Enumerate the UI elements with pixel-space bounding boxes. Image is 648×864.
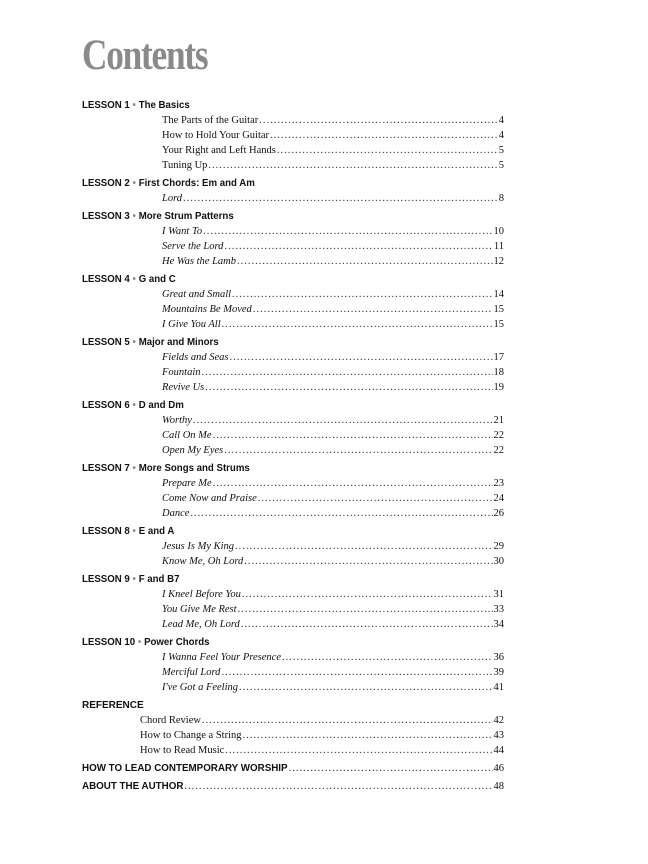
page-number: 15 — [493, 319, 504, 330]
bullet-icon: • — [132, 462, 136, 474]
entry-title: Fields and Seas — [162, 352, 229, 363]
page-number: 11 — [493, 241, 504, 252]
toc-entry[interactable] — [162, 617, 504, 632]
entry-title: How to Hold Your Guitar — [162, 130, 270, 141]
page-number: 48 — [493, 781, 504, 792]
toc-entry[interactable] — [162, 143, 504, 158]
bullet-icon: • — [132, 99, 136, 111]
lesson-number: LESSON 2 — [82, 177, 130, 189]
entry-title: Lord — [162, 193, 183, 204]
lesson-name: E and A — [138, 525, 175, 537]
dot-leader — [225, 743, 492, 758]
toc-entry[interactable] — [162, 650, 504, 665]
dot-leader — [239, 680, 492, 695]
page-number: 10 — [493, 226, 504, 237]
entry-title: Your Right and Left Hands — [162, 145, 276, 156]
page-number: 36 — [493, 652, 504, 663]
page-number: 46 — [493, 763, 504, 774]
bullet-icon: • — [132, 525, 136, 537]
toc-entry[interactable] — [162, 443, 504, 458]
toc-entry[interactable] — [162, 539, 504, 554]
dot-leader — [244, 554, 492, 569]
toc-entry[interactable] — [140, 728, 504, 743]
lesson-heading — [82, 176, 470, 191]
bullet-icon: • — [132, 336, 136, 348]
dot-leader — [235, 539, 492, 554]
lesson-number: LESSON 1 — [82, 99, 130, 111]
bullet-icon: • — [132, 399, 136, 411]
entry-title: I Give You All — [162, 319, 221, 330]
dot-leader — [230, 350, 493, 365]
page-number: 12 — [493, 256, 504, 267]
dot-leader — [241, 617, 493, 632]
toc-entry[interactable] — [162, 680, 504, 695]
entry-title: I've Got a Feeling — [162, 682, 239, 693]
lesson-group — [82, 176, 504, 206]
lesson-name: Power Chords — [144, 636, 210, 648]
page-number: 26 — [493, 508, 504, 519]
lesson-name: The Basics — [138, 99, 190, 111]
lesson-heading — [82, 98, 470, 113]
page-number: 29 — [493, 541, 504, 552]
dot-leader — [193, 413, 493, 428]
lesson-heading — [82, 635, 470, 650]
dot-leader — [232, 287, 492, 302]
page-number: 15 — [493, 304, 504, 315]
page-number: 8 — [498, 193, 504, 204]
dot-leader — [203, 224, 492, 239]
toc-entry[interactable] — [162, 476, 504, 491]
toc-entry[interactable] — [162, 491, 504, 506]
lesson-group — [82, 461, 504, 521]
toc-entry[interactable] — [162, 587, 504, 602]
toc-entry[interactable] — [162, 317, 504, 332]
entry-title: Mountains Be Moved — [162, 304, 252, 315]
entry-title: Dance — [162, 508, 190, 519]
page-number: 17 — [493, 352, 504, 363]
toc-entry[interactable] — [162, 158, 504, 173]
entry-title: Revive Us — [162, 382, 205, 393]
entry-title: I Kneel Before You — [162, 589, 241, 600]
toc-entry[interactable] — [162, 554, 504, 569]
lesson-number: LESSON 8 — [82, 525, 130, 537]
table-of-contents — [82, 98, 504, 794]
lesson-name: G and C — [138, 273, 176, 285]
toc-entry[interactable] — [162, 113, 504, 128]
page-number: 30 — [493, 556, 504, 567]
lesson-group — [82, 572, 504, 632]
entry-title: Chord Review — [140, 715, 201, 726]
page-number: 42 — [493, 715, 504, 726]
page-number: 5 — [498, 160, 504, 171]
toc-entry[interactable] — [162, 365, 504, 380]
lesson-heading — [82, 524, 470, 539]
toc-entry[interactable] — [82, 761, 504, 776]
page-number: 23 — [493, 478, 504, 489]
entry-title: I Wanna Feel Your Presence — [162, 652, 281, 663]
entry-title: Know Me, Oh Lord — [162, 556, 244, 567]
page-number: 24 — [493, 493, 504, 504]
toc-entry[interactable] — [162, 665, 504, 680]
entry-title: Come Now and Praise — [162, 493, 257, 504]
dot-leader — [238, 602, 493, 617]
page-number: 14 — [493, 289, 504, 300]
dot-leader — [253, 302, 493, 317]
lesson-name: First Chords: Em and Am — [138, 177, 255, 189]
toc-entry[interactable] — [162, 380, 504, 395]
bullet-icon: • — [132, 177, 136, 189]
dot-leader — [270, 128, 498, 143]
lesson-group — [82, 398, 504, 458]
lesson-number: LESSON 4 — [82, 273, 130, 285]
dot-leader — [289, 761, 493, 776]
lesson-group — [82, 635, 504, 695]
lesson-heading — [82, 398, 470, 413]
page-number: 43 — [493, 730, 504, 741]
toc-entry[interactable] — [162, 428, 504, 443]
page-number: 31 — [493, 589, 504, 600]
reference-group — [82, 698, 504, 758]
extras-group — [82, 761, 504, 794]
dot-leader — [213, 428, 493, 443]
dot-leader — [259, 113, 498, 128]
dot-leader — [282, 650, 493, 665]
page-number: 22 — [493, 445, 504, 456]
lesson-heading — [82, 461, 470, 476]
dot-leader — [277, 143, 498, 158]
reference-heading: REFERENCE — [82, 700, 144, 711]
entry-title: You Give Me Rest — [162, 604, 237, 615]
entry-title: Prepare Me — [162, 478, 212, 489]
entry-title: How to Read Music — [140, 745, 225, 756]
lesson-name: F and B7 — [138, 573, 180, 585]
lesson-number: LESSON 7 — [82, 462, 130, 474]
page-title: Contents — [82, 32, 208, 79]
page-number: 18 — [493, 367, 504, 378]
dot-leader — [208, 158, 497, 173]
dot-leader — [184, 779, 492, 794]
dot-leader — [224, 443, 492, 458]
dot-leader — [242, 587, 493, 602]
toc-entry[interactable] — [162, 254, 504, 269]
toc-entry[interactable] — [82, 779, 504, 794]
bullet-icon: • — [132, 573, 136, 585]
entry-title: Call On Me — [162, 430, 212, 441]
dot-leader — [183, 191, 498, 206]
dot-leader — [202, 713, 493, 728]
entry-title: How to Change a String — [140, 730, 242, 741]
lesson-heading — [82, 209, 470, 224]
toc-entry[interactable] — [162, 602, 504, 617]
dot-leader — [243, 728, 493, 743]
dot-leader — [221, 665, 492, 680]
dot-leader — [213, 476, 493, 491]
entry-title: He Was the Lamb — [162, 256, 236, 267]
page-number: 19 — [493, 382, 504, 393]
bullet-icon: • — [137, 636, 142, 648]
toc-entry[interactable] — [162, 224, 504, 239]
page-number: 34 — [493, 619, 504, 630]
toc-entry[interactable] — [162, 413, 504, 428]
lesson-group — [82, 524, 504, 569]
toc-entry[interactable] — [162, 350, 504, 365]
page-number: 44 — [493, 745, 504, 756]
page-number: 5 — [498, 145, 504, 156]
lesson-name: D and Dm — [138, 399, 184, 411]
toc-entry[interactable] — [162, 302, 504, 317]
lesson-heading — [82, 272, 470, 287]
toc-entry[interactable] — [162, 191, 504, 206]
dot-leader — [222, 317, 493, 332]
lesson-heading — [82, 572, 470, 587]
page-number: 4 — [498, 130, 504, 141]
entry-title: Merciful Lord — [162, 667, 221, 678]
lesson-group — [82, 209, 504, 269]
lesson-group — [82, 98, 504, 173]
lesson-group — [82, 272, 504, 332]
toc-entry[interactable] — [140, 743, 504, 758]
lesson-heading — [82, 335, 470, 350]
dot-leader — [258, 491, 493, 506]
entry-title: The Parts of the Guitar — [162, 115, 259, 126]
entry-title: ABOUT THE AUTHOR — [82, 781, 184, 792]
page-number: 39 — [493, 667, 504, 678]
entry-title: Worthy — [162, 415, 192, 426]
dot-leader — [205, 380, 492, 395]
bullet-icon: • — [132, 273, 136, 285]
lesson-name: Major and Minors — [138, 336, 219, 348]
lesson-number: LESSON 3 — [82, 210, 130, 222]
page-number: 21 — [493, 415, 504, 426]
toc-entry[interactable] — [162, 287, 504, 302]
entry-title: HOW TO LEAD CONTEMPORARY WORSHIP — [82, 763, 288, 774]
entry-title: Great and Small — [162, 289, 232, 300]
lesson-number: LESSON 9 — [82, 573, 130, 585]
lesson-number: LESSON 10 — [82, 636, 136, 648]
toc-entry[interactable] — [140, 713, 504, 728]
toc-entry[interactable] — [162, 128, 504, 143]
entry-title: Open My Eyes — [162, 445, 224, 456]
dot-leader — [190, 506, 492, 521]
toc-entry[interactable] — [162, 239, 504, 254]
page-number: 41 — [493, 682, 504, 693]
dot-leader — [224, 239, 492, 254]
lesson-name: More Songs and Strums — [138, 462, 250, 474]
entry-title: Fountain — [162, 367, 201, 378]
entry-title: I Want To — [162, 226, 203, 237]
page-number: 4 — [498, 115, 504, 126]
lesson-number: LESSON 5 — [82, 336, 130, 348]
entry-title: Jesus Is My King — [162, 541, 235, 552]
dot-leader — [202, 365, 493, 380]
page-number: 33 — [493, 604, 504, 615]
entry-title: Lead Me, Oh Lord — [162, 619, 240, 630]
lesson-group — [82, 335, 504, 395]
lesson-name: More Strum Patterns — [138, 210, 234, 222]
toc-entry[interactable] — [162, 506, 504, 521]
bullet-icon: • — [132, 210, 136, 222]
entry-title: Tuning Up — [162, 160, 208, 171]
dot-leader — [237, 254, 493, 269]
page-number: 22 — [493, 430, 504, 441]
lesson-number: LESSON 6 — [82, 399, 130, 411]
entry-title: Serve the Lord — [162, 241, 224, 252]
